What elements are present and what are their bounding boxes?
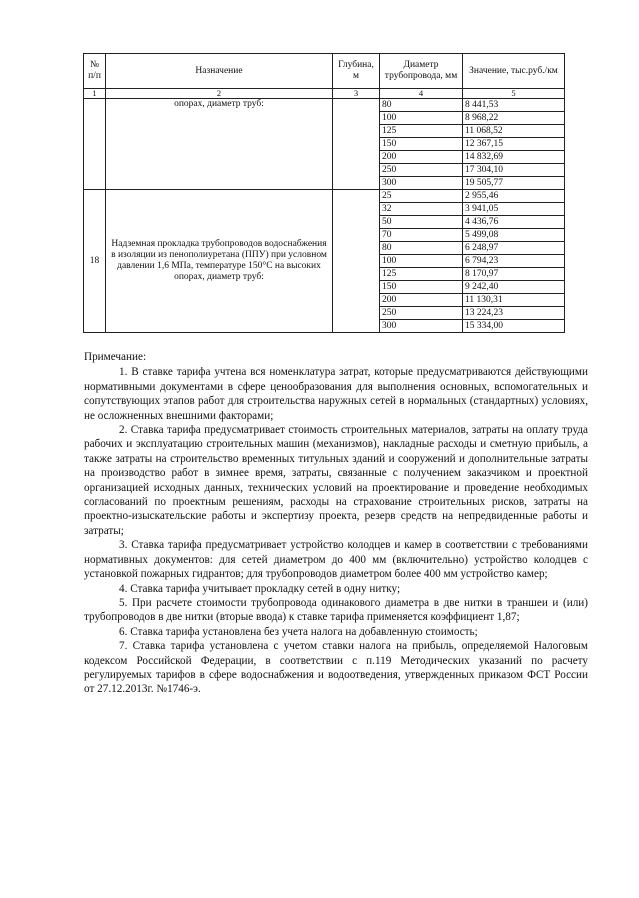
diameter-cell: 25 [380, 190, 463, 203]
value-cell: 8 170,97 [463, 268, 565, 281]
table-body [84, 99, 565, 333]
value-cell: 2 955,46 [463, 190, 565, 203]
description-cell: опорах, диаметр труб: [106, 99, 333, 190]
row-number-cell [84, 99, 106, 190]
header-depth: Глубина, м [333, 54, 380, 89]
value-cell: 8 441,53 [463, 99, 565, 112]
diameter-cell: 300 [380, 177, 463, 190]
col-number: 2 [106, 89, 333, 99]
diameter-cell: 80 [380, 99, 463, 112]
column-number-row [84, 89, 565, 99]
diameter-cell: 80 [380, 242, 463, 255]
diameter-cell: 300 [380, 320, 463, 333]
value-cell: 14 832,69 [463, 151, 565, 164]
note-item: 4. Ставка тарифа учитывает прокладку сетей в одну нитку; [119, 582, 401, 595]
note-item: 7. Ставка тарифа установлена с учетом ставки налога на прибыль, определяемой Налоговым кодексом Российской Федерации, в соответствии с п.119 Методических указаний по расчету регулируемых тарифов в сфере водоснабжения и водоотведения, утвержденных приказом ФСТ России от 27.12.2013г. №1746-э. [84, 640, 588, 696]
col-number: 1 [84, 89, 106, 99]
col-number: 3 [333, 89, 380, 99]
diameter-cell: 250 [380, 307, 463, 320]
value-cell: 9 242,40 [463, 281, 565, 294]
diameter-cell: 200 [380, 294, 463, 307]
value-cell: 5 499,08 [463, 229, 565, 242]
value-cell: 4 436,76 [463, 216, 565, 229]
value-cell: 15 334,00 [463, 320, 565, 333]
header-num: № п/п [84, 54, 106, 89]
diameter-cell: 50 [380, 216, 463, 229]
note-item: 3. Ставка тарифа предусматривает устройство колодцев и камер в соответствии с требованиями нормативных документов: для сетей диаметром до 400 мм (включительно) устройство колодцев с установкой пожарных гидрантов; для трубопроводов диаметром более 400 мм устройство камер; [84, 539, 588, 581]
header-diameter: Диаметр трубопровода, мм [380, 54, 463, 89]
value-cell: 11 068,52 [463, 125, 565, 138]
tariff-table [83, 53, 565, 333]
col-number: 4 [380, 89, 463, 99]
value-cell: 13 224,23 [463, 307, 565, 320]
diameter-cell: 125 [380, 268, 463, 281]
note-items [84, 365, 588, 696]
value-cell: 19 505,77 [463, 177, 565, 190]
table-header-row [84, 54, 565, 89]
diameter-cell: 200 [380, 151, 463, 164]
note-item: 6. Ставка тарифа установлена без учета налога на добавленную стоимость; [119, 625, 478, 638]
value-cell: 12 367,15 [463, 138, 565, 151]
value-cell: 6 794,23 [463, 255, 565, 268]
note-title: Примечание: [84, 351, 147, 363]
diameter-cell: 32 [380, 203, 463, 216]
table-row [84, 99, 565, 112]
diameter-cell: 70 [380, 229, 463, 242]
note-item: 2. Ставка тарифа предусматривает стоимость строительных материалов, затраты на оплату труда рабочих и эксплуатацию строительных машин (механизмов), накладные расходы и сметную прибыль, а также затраты на строительство временных титульных зданий и сооружений и дополнительные затраты на производство работ в зимнее время, затраты, связанные с получением заказчиком и проектной организацией исходных данных, технических условий на проектирование и проведение необходимых согласований по проектным решениям, расходы на страхование строительных рисков, затраты на проектно-изыскательские работы и экспертизу проекта, резерв средств на непредвиденные работы и затраты; [84, 424, 588, 537]
diameter-cell: 125 [380, 125, 463, 138]
note-item: 1. В ставке тарифа учтена вся номенклатура затрат, которые предусматриваются действующими нормативными документами в сфере ценообразования для выполнения основных, вспомогательных и сопутствующих этапов работ для строительства наружных сетей в нормальных (стандартных) условиях, не осложненных внешними факторами; [84, 366, 588, 422]
row-number-cell: 18 [84, 190, 106, 333]
note-item: 5. При расчете стоимости трубопровода одинакового диаметра в две нитки в траншеи и (или) трубопроводов в две нитки (вторые ввода) к ставке тарифа применяется коэффициент 1,87; [84, 596, 588, 624]
diameter-cell: 150 [380, 281, 463, 294]
header-name: Назначение [106, 54, 333, 89]
diameter-cell: 250 [380, 164, 463, 177]
value-cell: 6 248,97 [463, 242, 565, 255]
description-cell: Надземная прокладка трубопроводов водоснабжения в изоляции из пенополиуретана (ППУ) при условном давлении 1,6 МПа, температуре 150°С на высоких опорах, диаметр труб: [106, 190, 333, 333]
value-cell: 17 304,10 [463, 164, 565, 177]
diameter-cell: 150 [380, 138, 463, 151]
header-value: Значение, тыс.руб./км [463, 54, 565, 89]
diameter-cell: 100 [380, 255, 463, 268]
value-cell: 8 968,22 [463, 112, 565, 125]
diameter-cell: 100 [380, 112, 463, 125]
depth-cell [333, 190, 380, 333]
table-row [84, 190, 565, 203]
note-section [84, 350, 588, 697]
depth-cell [333, 99, 380, 190]
value-cell: 11 130,31 [463, 294, 565, 307]
col-number: 5 [463, 89, 565, 99]
value-cell: 3 941,05 [463, 203, 565, 216]
